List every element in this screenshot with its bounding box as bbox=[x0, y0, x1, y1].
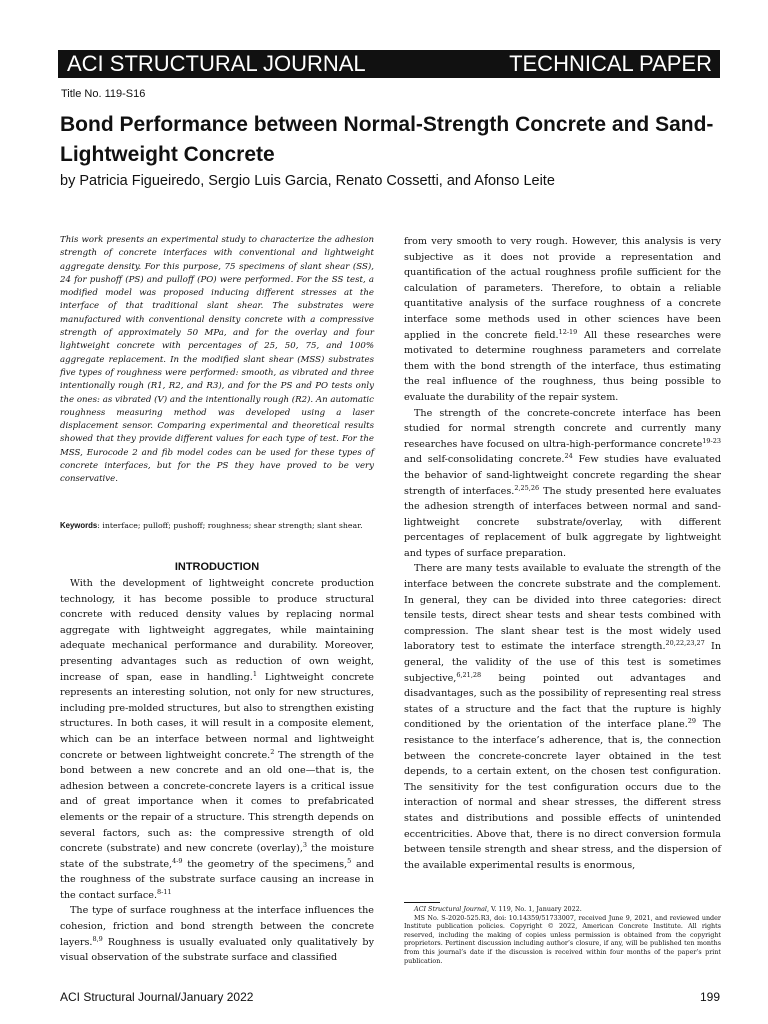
title-number: Title No. 119-S16 bbox=[61, 88, 146, 100]
keywords-label: Keywords bbox=[60, 521, 98, 530]
right-column-text bbox=[404, 234, 721, 873]
footnote-manuscript-info: MS No. S-2020-525.R3, doi: 10.14359/51733007, received June 9, 2021, and reviewed under Institute publication policies. Copyright © 2022, American Concrete Institute. All rights reserved, including the making of copies unless permission is obtained from the copyright proprietors. Pertinent discussion including author’s closure, if any, will be published ten months from this journal’s date if the discussion is received within four months of the paper’s print publication. bbox=[404, 913, 721, 965]
citation: 1 bbox=[252, 669, 257, 678]
citation: 2,25,26 bbox=[514, 483, 540, 492]
citation: 4-9 bbox=[172, 856, 183, 865]
paragraph: There are many tests available to evaluate the strength of the interface between the concrete substrate and the complement. In general, they can be divided into three categories: direct tensile tests, direct shear tests and shear tests combined with compression. The slant shear test is the most widely used laboratory test to estimate the interface strength.$^{20,22,23,27}$ In general, the validity of the use of this test is sometimes subjective,$^{6,21,28}$ being pointed out advantages and disadvantages, such as the possibility of representing real stress states of a structure and the fact that the rupture is highly conditioned by the orientation of the interface plane.$^{29}$ The resistance to the interface’s adherence, that is, the connection between the concrete-concrete layer obtained in the test depends, to a certain extent, on the chosen test configuration. The sensitivity for the test configuration occurs due to the interaction of normal and shear stresses, the different stress states and distributions and possible effects of unintended eccentricities. Above that, there is no direct conversion formula between tensile strength and shear stress, and the dispersion of the available experimental results is enormous, bbox=[404, 563, 721, 871]
abstract: This work presents an experimental study to characterize the adhesion strength of concrete interfaces with conventional and lightweight aggregate density. For this purpose, 75 specimens of slant shear (SS), 24 for pushoff (PS) and pulloff (PO) were performed. For the SS test, a modified model was proposed inducing different stresses at the interface of that traditional slant shear. The substrates were manufactured with conventional density concrete with a compressive strength of approximately 50 MPa, and for the overlay and four lightweight concrete with percentages of 25, 50, 75, and 100% aggregate replacement. In the modified slant shear (MSS) substrates five types of roughness were performed: smooth, as vibrated and three intentionally rough (R1, R2, and R3), and for the PS and PO tests only the ones: as vibrated (V) and the intentionally rough (R2). An automatic roughness measuring method was developed using a laser displacement sensor. Comparing experimental and theoretical results showed that they provide different values for each type of test. For the MSS, Eurocode 2 and fib model codes can be used for these types of concrete interfaces, but for the PS they have proved to be very conservative. bbox=[60, 235, 374, 485]
footnote-divider bbox=[404, 902, 440, 903]
paragraph: The strength of the concrete-concrete interface has been studied for normal strength concrete and currently many researches have focused on ultra-high-performance concrete$^{19-23}$ and self-consolidating concrete.$^{24}$ Few studies have evaluated the behavior of sand-lightweight concrete regarding the shear strength of interfaces.$^{2,25,26}$ The study presented here evaluates the adhesion strength of interfaces between normal and sand-lightweight concrete substrate/overlay, with different percentages of replacement of bulk aggregate by lightweight and types of surface preparation. bbox=[404, 407, 721, 559]
citation: 3 bbox=[302, 840, 308, 849]
citation: 6,21,28 bbox=[456, 670, 482, 679]
citation: 24 bbox=[564, 452, 573, 461]
journal-banner bbox=[58, 50, 720, 78]
paragraph: With the development of lightweight concrete production technology, it has become possible to produce structural concrete with reduced density values by replacing normal aggregate with lightweight aggregates, while maintaining adequate mechanical performance and durability. Moreover, presenting advantages such as reduction of own weight, increase of span, ease in handling.$^1$ Lightweight concrete represents an interesting solution, not only for new structures, including pre-molded structures, but also to strengthen existing structures. In both cases, it will result in a composite element, which can be an interface between normal and lightweight concrete or between lightweight concrete.$^2$ The strength of the bond between a new concrete and an old one—that is, the adhesion between a concrete-concrete layers is a critical issue and of great importance when it comes to prefabricated elements or the repair of a structure. This strength depends on several factors, such as: the compressive strength of old concrete (substrate) and new concrete (overlay),$^3$ the moisture state of the substrate,$^{4-9}$ the geometry of the specimens,$^5$ and the roughness of the substrate surface causing an increase in the contact surface.$^{8-11}$ bbox=[60, 578, 375, 901]
journal-name: ACI STRUCTURAL JOURNAL bbox=[67, 51, 366, 76]
citation: 8,9 bbox=[92, 934, 103, 943]
footnote-citation: ACI Structural Journal, V. 119, No. 1, January 2022. bbox=[414, 905, 582, 913]
introduction-text bbox=[60, 576, 374, 966]
paragraph: The type of surface roughness at the interface influences the cohesion, friction and bond strength between the concrete layers.$^{8,9}$ Roughness is usually evaluated only qualitatively by visual observation of the substrate surface and classified bbox=[60, 905, 374, 964]
citation: 29 bbox=[687, 717, 697, 726]
keywords bbox=[60, 519, 374, 532]
citation: 12-19 bbox=[558, 327, 578, 336]
section-heading-introduction: INTRODUCTION bbox=[174, 561, 260, 573]
citation: 5 bbox=[347, 856, 352, 865]
author-byline: by Patricia Figueiredo, Sergio Luis Garcia, Renato Cossetti, and Afonso Leite bbox=[60, 173, 555, 189]
page-number: 199 bbox=[699, 990, 720, 1004]
keywords-list: : interface; pulloff; pushoff; roughness; shear strength; slant shear. bbox=[97, 521, 363, 530]
paragraph: from very smooth to very rough. However, this analysis is very subjective as it does not provide a representation and quantification of the actual roughness profile sufficient for the calculation of parameters. Therefore, to obtain a reliable quantitative analysis of the surface roughness of a concrete interface some methods used in other sciences have been applied in the concrete field.$^{12-19}$ All these researches were motivated to determine roughness parameters and correlate them with the bond strength of the interface, thus estimating the real influence of the roughness, thus being possible to evaluate the durability of the repair system. bbox=[404, 236, 721, 403]
citation: 2 bbox=[270, 747, 275, 756]
paper-title: Bond Performance between Normal-Strength Concrete and Sand-Lightweight Concrete bbox=[60, 113, 714, 166]
citation: 20,22,23,27 bbox=[665, 639, 705, 648]
footer-journal: ACI Structural Journal/January 2022 bbox=[60, 990, 254, 1004]
footnote bbox=[404, 905, 721, 965]
paper-type: TECHNICAL PAPER bbox=[509, 51, 712, 76]
citation: 19-23 bbox=[702, 436, 721, 445]
citation: 8-11 bbox=[157, 887, 172, 896]
